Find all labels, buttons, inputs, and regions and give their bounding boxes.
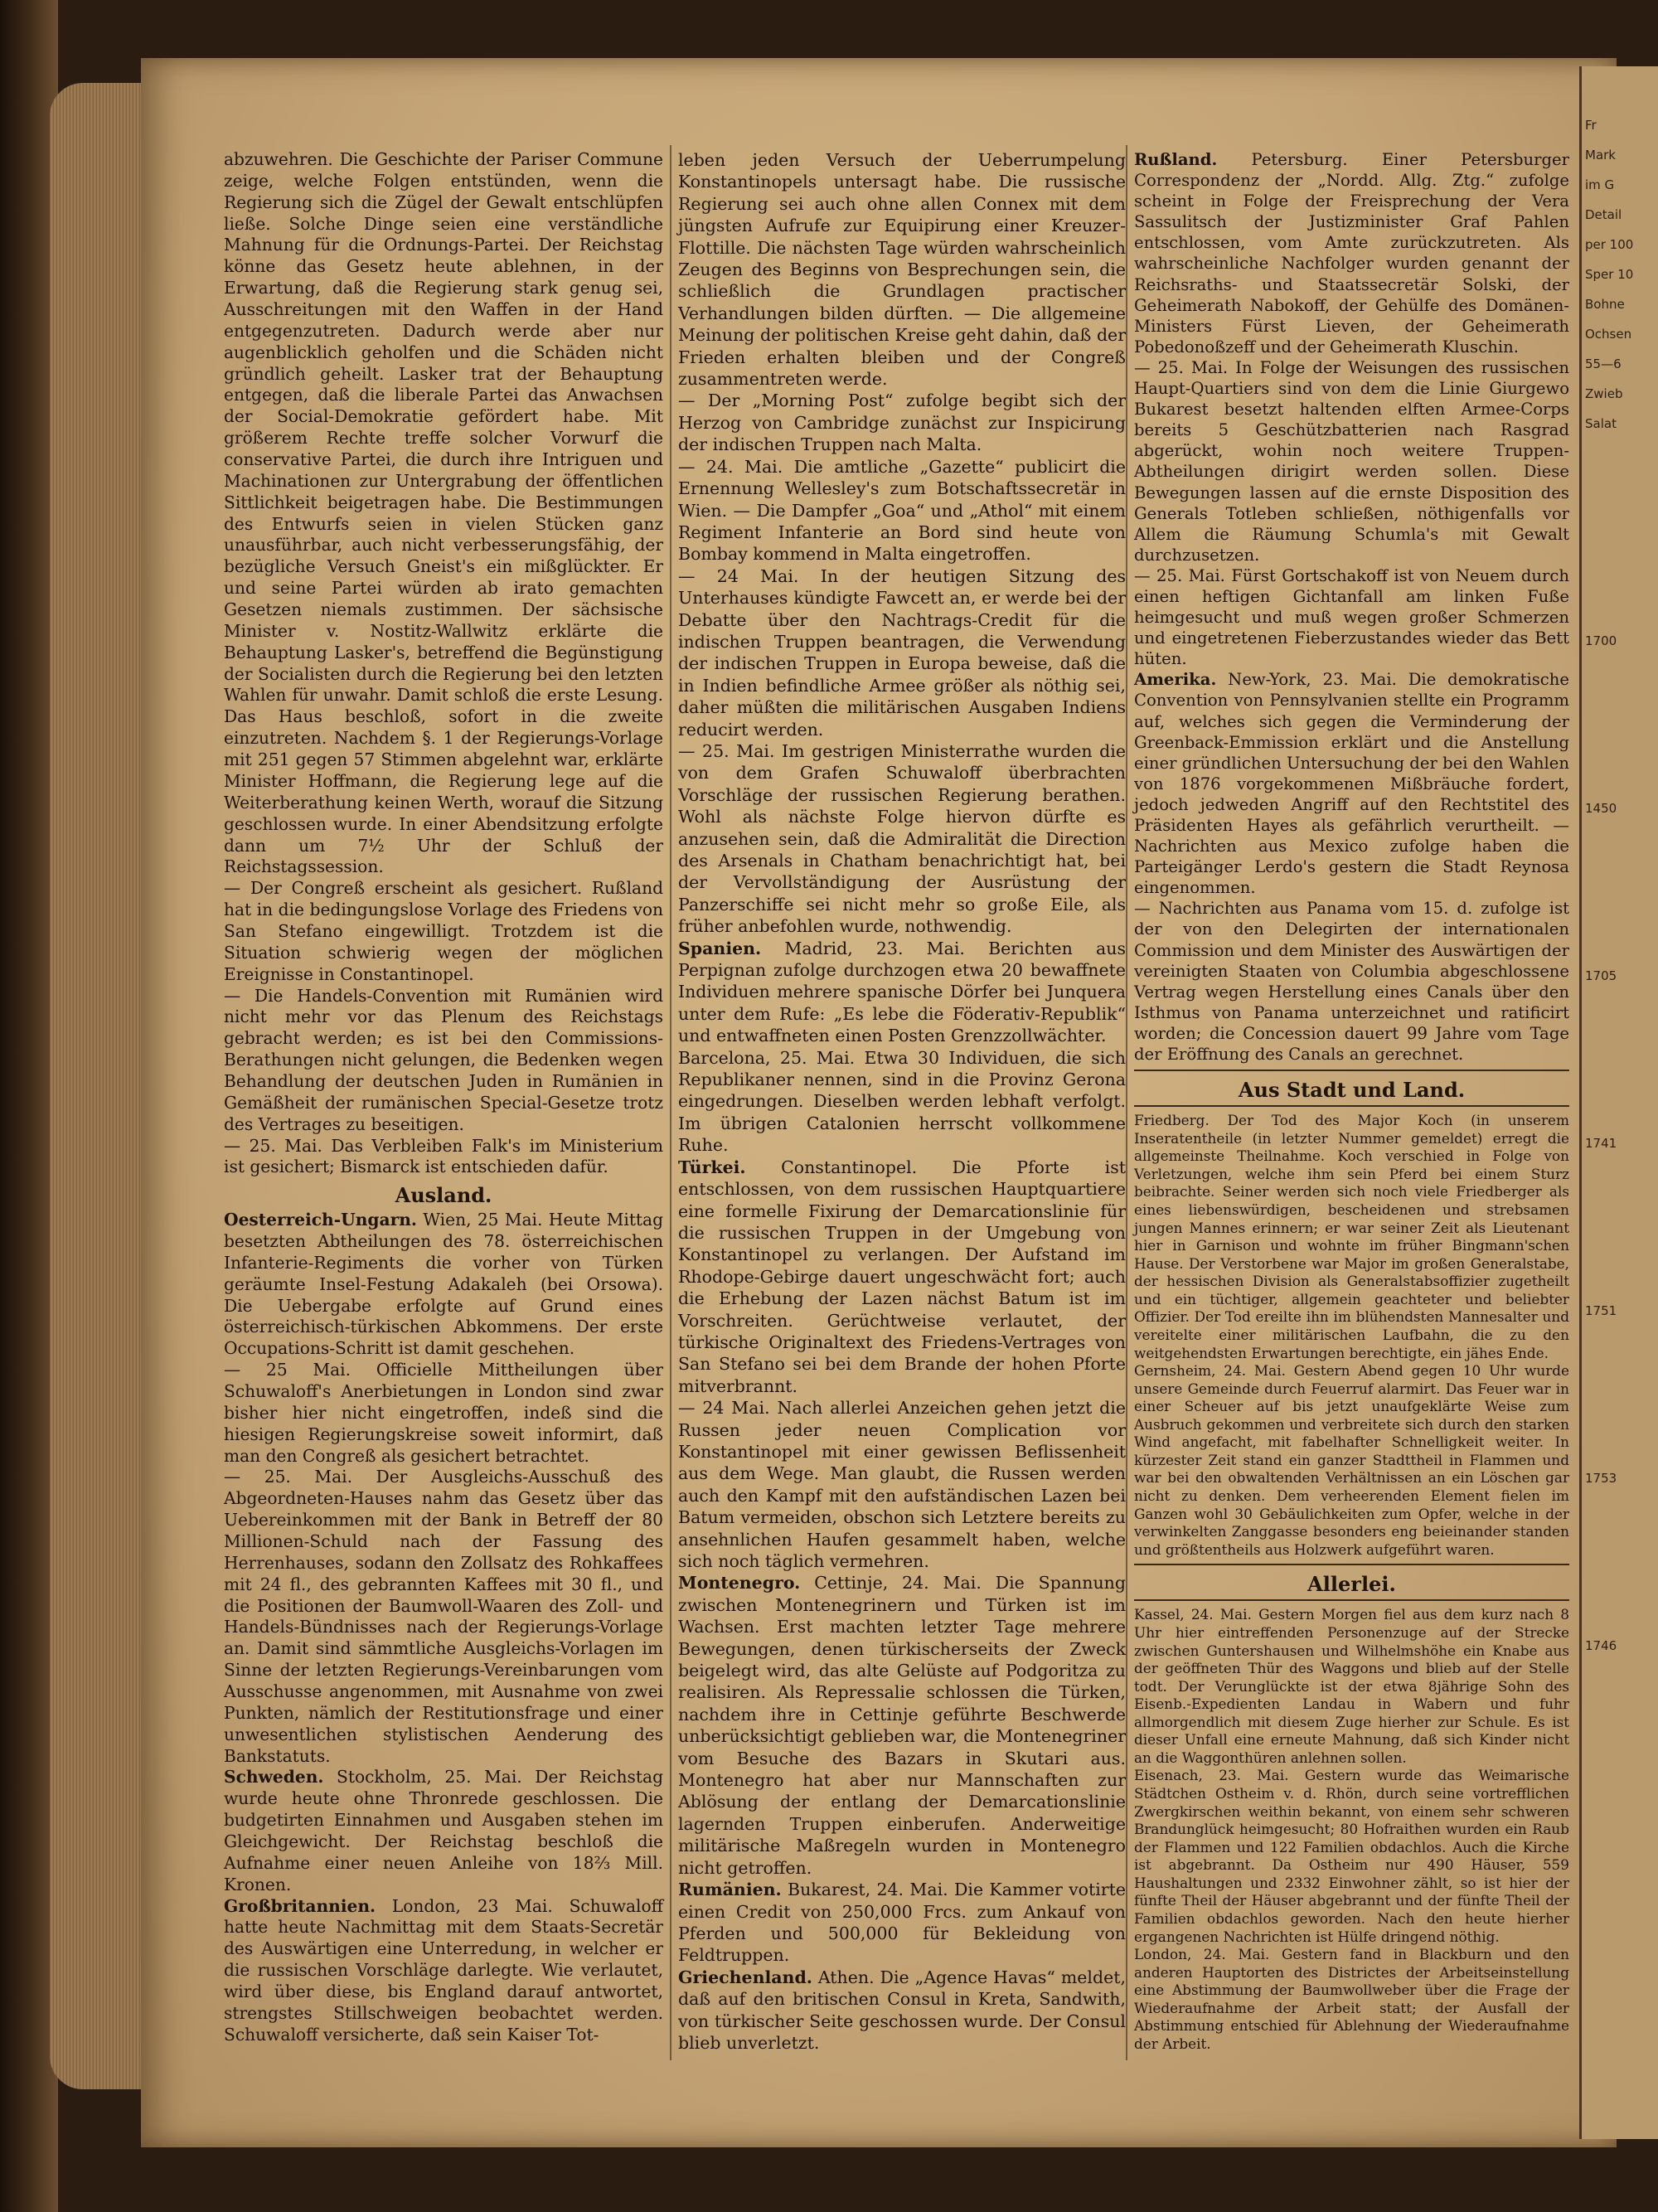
article-text: Constantinopel. Die Pforte ist entschlossen, von dem russischen Hauptquartiere eine formelle Fixirung der Demarcationslinie für die russischen Truppen in der Umgebung von Konstantinopel zu verlangen. Der Aufstand im Rhodope-Gebirge dauert ungeschwächt fort; auch die Erhebung der Lazen nächst Batum ist im Vorschreiten. Gerüchtweise verlautet, der türkische Originaltext des Friedens-Vertrages von San Stefano sei bei dem Brande der hohen Pforte mitverbrannt. (678, 1157, 1126, 1396)
paragraph: — Nachrichten aus Panama vom 15. d. zufolge ist der von den Delegirten der internationalen Commission und dem Minister des Auswärtigen der vereinigten Staaten von Columbia abgeschlossene Vertrag wegen Herstellung eines Canals über den Isthmus von Panama unterzeichnet und ratificirt worden; die Concession dauert 99 Jahre vom Tage der Eröffnung des Canals an gerechnet. (1134, 899, 1569, 1065)
paragraph: — 24. Mai. Die amtliche „Gazette“ publicirt die Ernennung Wellesley's zum Botschaftssecretär in Wien. — Die Dampfer „Goa“ und „Athol“ mit einem Regiment Infanterie an Bord sind heute von Bombay kommend in Malta eingetroffen. (678, 456, 1126, 565)
edge-fragment: 1746 (1585, 1638, 1617, 1653)
paragraph: — 25 Mai. Officielle Mittheilungen über Schuwaloff's Anerbietungen in London sind zwar bisher hier nicht eingetroffen, indeß sind die hiesigen Regierungskreise soweit informirt, daß man den Congreß als gesichert betrachtet. (224, 1360, 663, 1466)
country-lead: Amerika. (1134, 670, 1217, 690)
article-text: Stockholm, 25. Mai. Der Reichstag wurde heute ohne Thronrede geschlossen. Die budgetirten Einnahmen und Ausgaben stehen im Gleichgewicht. Der Reichstag beschloß die Aufnahme einer neuen Anleihe von 18⅔ Mill. Kronen. (224, 1767, 663, 1894)
section-heading-ausland: Ausland. (395, 1183, 492, 1208)
article-text: London, 23 Mai. Schuwaloff hatte heute Nachmittag mit dem Staats-Secretär des Auswärtigen eine Unterredung, in welcher er die russischen Vorschläge darlegte. Wie verlautet, wird über diese, bis England darauf antwortet, strengstes Stillschweigen beobachtet werden. Schuwaloff versicherte, daß sein Kaiser Tot- (224, 1895, 663, 2045)
edge-fragment: Salat (1585, 416, 1617, 431)
paragraph (678, 1879, 1126, 1967)
article-text: Wien, 25 Mai. Heute Mittag besetzten Abtheilungen des 78. österreichischen Infanterie-Regiments die vorher von Türken geräumte Insel-Festung Adakaleh (bei Orsowa). Die Uebergabe erfolgte auf Grund eines österreichisch-türkischen Abkommens. Der erste Occupations-Schritt ist damit geschehen. (224, 1210, 664, 1359)
paragraph (1134, 149, 1569, 357)
paragraph: — 25. Mai. Der Ausgleichs-Ausschuß des Abgeordneten-Hauses nahm das Gesetz über das Uebereinkommen mit der Bank in Betreff der 80 Millionen-Schuld nach der Fassung des Herrenhauses, sodann den Zollsatz des Rohkaffees mit 24 fl., des gebrannten Kaffees mit 30 fl., und die Positionen der Baumwoll-Waaren des Zoll- und Handels-Bündnisses nach der Regierungs-Vorlage an. Damit sind sämmtliche Ausgleichs-Vorlagen im Sinne der letzten Regierungs-Vereinbarungen vom Ausschusse angenommen, mit Ausnahme von zwei Punkten, nämlich der Restitutionsfrage und einer unwesentlichen stylistischen Aenderung des Bankstatuts. (224, 1467, 663, 1766)
edge-fragment: Detail (1585, 207, 1622, 222)
country-lead: Griechenland. (678, 1967, 812, 1987)
edge-fragment: Sper 10 (1585, 267, 1634, 282)
paragraph: London, 24. Mai. Gestern fand in Blackburn und den anderen Hauptorten des Districtes der Arbeitseinstellung eine Abstimmung der Baumwollweber über die Frage der Wiederaufnahme der Arbeit statt; der Ausfall der Abstimmung entschied für Ablehnung der Wiederaufnahme der Arbeit. (1134, 1946, 1569, 2052)
article-text: Madrid, 23. Mai. Berichten aus Perpignan zufolge durchzogen etwa 20 bewaffnete Individuen mehrere spanische Dörfer bei Junquera unter dem Rufe: „Es lebe die Föderativ-Republik“ und entwaffneten einen Posten Grenzzollwächter. (678, 938, 1126, 1046)
edge-fragment: 1705 (1585, 968, 1617, 983)
paragraph: Barcelona, 25. Mai. Etwa 30 Individuen, die sich Republikaner nennen, sind in die Provinz Gerona eingedrungen. Dieselben werden lebhaft verfolgt. Im übrigen Catalonien herrscht vollkommene Ruhe. (678, 1047, 1126, 1156)
article-text: Athen. Die „Agence Havas“ meldet, daß auf den britischen Consul in Kreta, Sandwith, von türkischer Seite geschossen wurde. Der Consul blieb unverletzt. (678, 1967, 1126, 2053)
paragraph: — Der Congreß erscheint als gesichert. Rußland hat in die bedingungslose Vorlage des Friedens von San Stefano eingewilligt. Trotzdem ist die Situation schwierig wegen der möglichen Ereignisse in Constantinopel. (224, 878, 663, 984)
edge-fragment: Bohne (1585, 297, 1625, 312)
paragraph: — 24 Mai. Nach allerlei Anzeichen gehen jetzt die Russen jeder neuen Complication vor Konstantinopel mit einer gewissen Beflissenheit aus dem Wege. Man glaubt, die Russen werden auch den Kampf mit den aufständischen Lazen bei Batum vermeiden, obschon sich Letztere bereits zu ansehnlichen Haufen gesammelt haben, welche sich noch täglich vermehren. (678, 1398, 1126, 1571)
paragraph: — 25. Mai. Im gestrigen Ministerrathe wurden die von dem Grafen Schuwaloff überbrachten Vorschläge der russischen Regierung berathen. Wohl als nächste Folge hiervon dürfte es anzusehen sein, daß die Admiralität die Direction des Arsenals in Chatham benachrichtigt hat, bei der Vervollständigung der Ausrüstung der Panzerschiffe sei nicht mehr so große Eile, als früher anbefohlen wurde, nothwendig. (678, 740, 1126, 937)
paragraph (678, 1157, 1126, 1397)
section-heading-allerlei: Allerlei. (1307, 1572, 1396, 1597)
adjacent-page-strip (1579, 66, 1658, 2139)
paragraph: Eisenach, 23. Mai. Gestern wurde das Weimarische Städtchen Ostheim v. d. Rhön, durch seine vortrefflichen Zwergkirschen weithin bekannt, von einem sehr schweren Brandunglück heimgesucht; 80 Hofraithen wurden ein Raub der Flammen und 122 Familien obdachlos. Auch die Kirche ist abgebrannt. Da Ostheim nur 490 Häuser, 559 Haushaltungen und 2332 Einwohner zählt, so ist hier der fünfte Theil der Häuser abgebrannt und der fünfte Theil der Familien obdachlos geworden. Nach den heute hierher ergangenen Nachrichten ist Hülfe dringend nöthig. (1134, 1767, 1569, 1945)
column-2 (678, 149, 1126, 2054)
edge-fragment: im G (1585, 177, 1615, 192)
paragraph (678, 1967, 1126, 2054)
paragraph: Friedberg. Der Tod des Major Koch (in unserem Inseratentheile (in letzter Nummer gemeldet) erregt die allgemeinste Theilnahme. Koch verschied in Folge von Verletzungen, welche ihm sein Pferd bei einem Sturz beibrachte. Seiner werden sich noch viele Friedberger als eines liebenswürdigen, bescheidenen und strebsamen jungen Mannes erinnern; er war seiner Zeit als Lieutenant hier in Garnison und wohnte im früher Bingmann'schen Hause. Der Verstorbene war Major im großen Generalstabe, der hessischen Division als Generalstabsoffizier zugetheilt und ein tüchtiger, allgemein geachteter und beliebter Offizier. Der Tod ereilte ihn im blühendsten Mannesalter und vereitelte einer militärischen Laufbahn, die zu den weitgehendsten Erwartungen berechtigte, ein jähes Ende. (1134, 1112, 1569, 1361)
edge-fragment: Zwieb (1585, 386, 1623, 401)
paragraph: — 25. Mai. Das Verbleiben Falk's im Ministerium ist gesichert; Bismarck ist entschieden dafür. (224, 1135, 663, 1177)
country-lead: Oesterreich-Ungarn. (224, 1210, 417, 1230)
edge-fragment: 1741 (1585, 1136, 1617, 1151)
paragraph (224, 1210, 663, 1360)
paragraph: — 24 Mai. In der heutigen Sitzung des Unterhauses kündigte Fawcett an, er werde bei der Debatte über den Nachtrags-Credit für die indischen Truppen beantragen, die Verwendung der indischen Truppen in Europa beweise, daß die in Indien befindliche Armee größer als nöthig sei, daher müßten die militärischen Ausgaben Indiens reducirt werden. (678, 565, 1126, 740)
column-rule (670, 145, 671, 2060)
section-divider (1134, 1564, 1569, 1601)
paragraph: Gernsheim, 24. Mai. Gestern Abend gegen 10 Uhr wurde unsere Gemeinde durch Feuerruf alarmirt. Das Feuer war in einer Scheuer auf bis jetzt unaufgeklärte Weise zum Ausbruch gekommen und verbreitete sich durch den starken Wind angefacht, mit fabelhafter Schnelligkeit weiter. In kürzester Zeit stand ein ganzer Stadttheil in Flammen und war bei den obwaltenden Verhältnissen an ein Löschen gar nicht zu denken. Dem verheerenden Element fielen im Ganzen wohl 30 Gebäulichkeiten zum Opfer, welche in der verwinkelten Zanggasse besonders eng beieinander standen und größtentheils aus Holzwerk aufgeführt waren. (1134, 1362, 1569, 1558)
country-lead: Schweden. (224, 1767, 324, 1788)
paragraph: leben jeden Versuch der Ueberrumpelung Konstantinopels untersagt habe. Die russische Regierung sei auch ohne allen Connex mit dem jüngsten Aufrufe zur Equipirung einer Kreuzer-Flottille. Die nächsten Tage würden wahrscheinlich Zeugen des Beginns von Besprechungen sein, die schließlich die Grundlagen practischer Verhandlungen bilden dürften. — Die allgemeine Meinung der politischen Kreise geht dahin, daß der Frieden erhalten bleiben und der Congreß zusammentreten werde. (678, 150, 1126, 390)
edge-fragment: 1753 (1585, 1471, 1617, 1486)
article-text: Bukarest, 24. Mai. Die Kammer votirte einen Credit von 250,000 Frcs. zum Ankauf von Pferden und 500,000 für Bekleidung von Feldtruppen. (678, 1880, 1126, 1966)
paragraph: — Der „Morning Post“ zufolge begibt sich der Herzog von Cambridge zunächst zur Inspicirung der indischen Truppen nach Malta. (678, 390, 1126, 455)
section-heading-stadt: Aus Stadt und Land. (1238, 1078, 1466, 1103)
edge-fragment: per 100 (1585, 237, 1634, 252)
country-lead: Spanien. (678, 938, 762, 958)
country-lead: Montenegro. (678, 1573, 801, 1594)
paragraph: — 25. Mai. Fürst Gortschakoff ist von Neuem durch einen heftigen Gichtanfall am linken Fuße heimgesucht und muß wegen großer Schmerzen und eingetretenen Fieberzustandes wieder das Bett hüten. (1134, 565, 1569, 669)
edge-fragment: Mark (1585, 148, 1616, 163)
section-divider (1134, 1070, 1569, 1107)
column-3 (1134, 149, 1569, 2053)
paragraph (678, 1572, 1126, 1879)
paragraph (224, 1896, 663, 2046)
edge-fragment: 1450 (1585, 801, 1617, 816)
paragraph: — 25. Mai. In Folge der Weisungen des russischen Haupt-Quartiers sind von dem die Linie Giurgewo Bukarest besetzt haltenden elften Armee-Corps bereits 5 Geschützbatterien nach Rasgrad abgerückt, wohin noch weitere Truppen-Abtheilungen dirigirt werden sollen. Diese Bewegungen lassen auf die ernste Disposition des Generals Totleben schließen, nöthigenfalls vor Allem die Räumung Schumla's mit Gewalt durchzusetzen. (1134, 357, 1569, 565)
country-lead: Rumänien. (678, 1880, 782, 1900)
article-text: New-York, 23. Mai. Die demokratische Convention von Pennsylvanien stellte ein Programm auf, welches sich gegen die Verminderung der Greenback-Emmission erklärt und die Anstellung einer gründlichen Untersuchung der bei den Wahlen von 1876 vorgekommenen Mißbräuche fordert, jedoch jedweden Angriff auf den Rechtstitel des Präsidenten Hayes als gefährlich verurtheilt. — Nachrichten aus Mexico zufolge haben die Parteigänger Lerdo's gestern die Stadt Reynosa eingenommen. (1134, 670, 1569, 898)
edge-fragment: 1700 (1585, 633, 1617, 648)
paragraph (678, 938, 1126, 1047)
article-text: Petersburg. Einer Petersburger Correspondenz der „Nordd. Allg. Ztg.“ zufolge scheint in Folge der Freisprechung der Vera Sassulitsch der Justizminister Graf Pahlen entschlossen, vom Amte zurückzutreten. Als wahrscheinliche Nachfolger wurden genannt der Reichsraths- und Staatssecretär Solski, der Geheimerath Nabokoff, der Gehülfe des Domänen-Ministers Fürst Lieven, der Geheimerath Pobedonoßzeff und der Geheimerath Kluschin. (1134, 150, 1569, 357)
column-rule (1126, 145, 1127, 2060)
edge-fragment: 55—6 (1585, 357, 1622, 371)
country-lead: Rußland. (1134, 150, 1218, 169)
paragraph: abzuwehren. Die Geschichte der Pariser Commune zeige, welche Folgen entstünden, wenn die Regierung sich die Zügel der Gewalt entschlüpfen ließe. Solche Dinge seien eine verständliche Mahnung für die Ordnungs-Partei. Der Reichstag könne das Gesetz heute ablehnen, in der Erwartung, daß die Regierung stark genug sei, Ausschreitungen mit den Waffen in der Hand entgegenzutreten. Dadurch werde aber nur augenblicklich geholfen und die Schäden nicht gründlich geheilt. Lasker trat der Behauptung entgegen, daß die liberale Partei das Anwachsen der Social-Demokratie gefördert habe. Mit größerem Rechte treffe solcher Vorwurf die conservative Partei, die durch ihre Intriguen und Machinationen zur Untergrabung der öffentlichen Sittlichkeit beigetragen habe. Die Bestimmungen des Entwurfs seien in vielen Stücken ganz unausführbar, auch nicht verbesserungsfähig, der bezügliche Versuch Gneist's ein mißglückter. Er und seine Partei würden ab irato gemachten Gesetzen niemals zustimmen. Der sächsische Minister v. Nostitz-Wallwitz erklärte die Behauptung Lasker's, betreffend die Begünstigung der Socialisten durch die Regierung bei den letzten Wahlen für unwahr. Damit schloß die erste Lesung. Das Haus beschloß, sofort in die zweite einzutreten. Nachdem §. 1 der Regierungs-Vorlage mit 251 gegen 57 Stimmen abgelehnt war, erklärte Minister Hoffmann, die Regierung lege auf die Weiterberathung keinen Werth, worauf die Sitzung geschlossen wurde. In einer Abendsitzung erfolgte dann um 7½ Uhr der Schluß der Reichstagssession. (224, 149, 663, 877)
paragraph (1134, 669, 1569, 898)
edge-fragment: 1751 (1585, 1303, 1617, 1318)
page-stack (50, 83, 141, 2089)
paragraph (224, 1767, 663, 1895)
edge-fragment: Ochsen (1585, 327, 1632, 342)
column-1 (224, 149, 663, 2046)
edge-fragment: Fr (1585, 118, 1597, 133)
article-text: Cettinje, 24. Mai. Die Spannung zwischen Montenegrinern und Türken ist im Wachsen. Erst machten letzter Tage mehrere Bewegungen, denen türkischerseits der Zweck beigelegt wird, das alte Gelüste auf Podgoritza zu realisiren. Als Repressalie schlossen die Türken, nachdem ihre in Cettinje geführte Beschwerde unberücksichtigt geblieben war, die Montenegriner vom Besuche des Bazars in Skutari aus. Montenegro hat aber nur Mannschaften zur Ablösung der entlang der Demarcationslinie lagernden Truppen einberufen. Anderweitige militärische Maßregeln wurden in Montenegro nicht getroffen. (678, 1573, 1126, 1878)
paragraph: — Die Handels-Convention mit Rumänien wird nicht mehr vor das Plenum des Reichstags gebracht werden; es ist bei den Commissions-Berathungen nicht gelungen, die Bedenken wegen Behandlung der deutschen Juden in Rumänien in Gemäßheit der rumänischen Special-Gesetze trotz des Vertrages zu beseitigen. (224, 985, 663, 1134)
paragraph: Kassel, 24. Mai. Gestern Morgen fiel aus dem kurz nach 8 Uhr hier eintreffenden Personenzuge auf der Strecke zwischen Guntershausen und Wilhelmshöhe ein Knabe aus der geöffneten Thür des Waggons und blieb auf der Stelle todt. Der Verunglückte ist der etwa 8jährige Sohn des Eisenb.-Expedienten Landau in Wabern und fuhr allmorgendlich mit diesem Zuge hierher zur Schule. Es ist dieser Unfall eine erneute Mahnung, daß sich Kinder nicht an die Waggonthüren anlehnen sollen. (1134, 1606, 1569, 1766)
country-lead: Türkei. (678, 1157, 746, 1177)
country-lead: Großbritannien. (224, 1895, 376, 1916)
